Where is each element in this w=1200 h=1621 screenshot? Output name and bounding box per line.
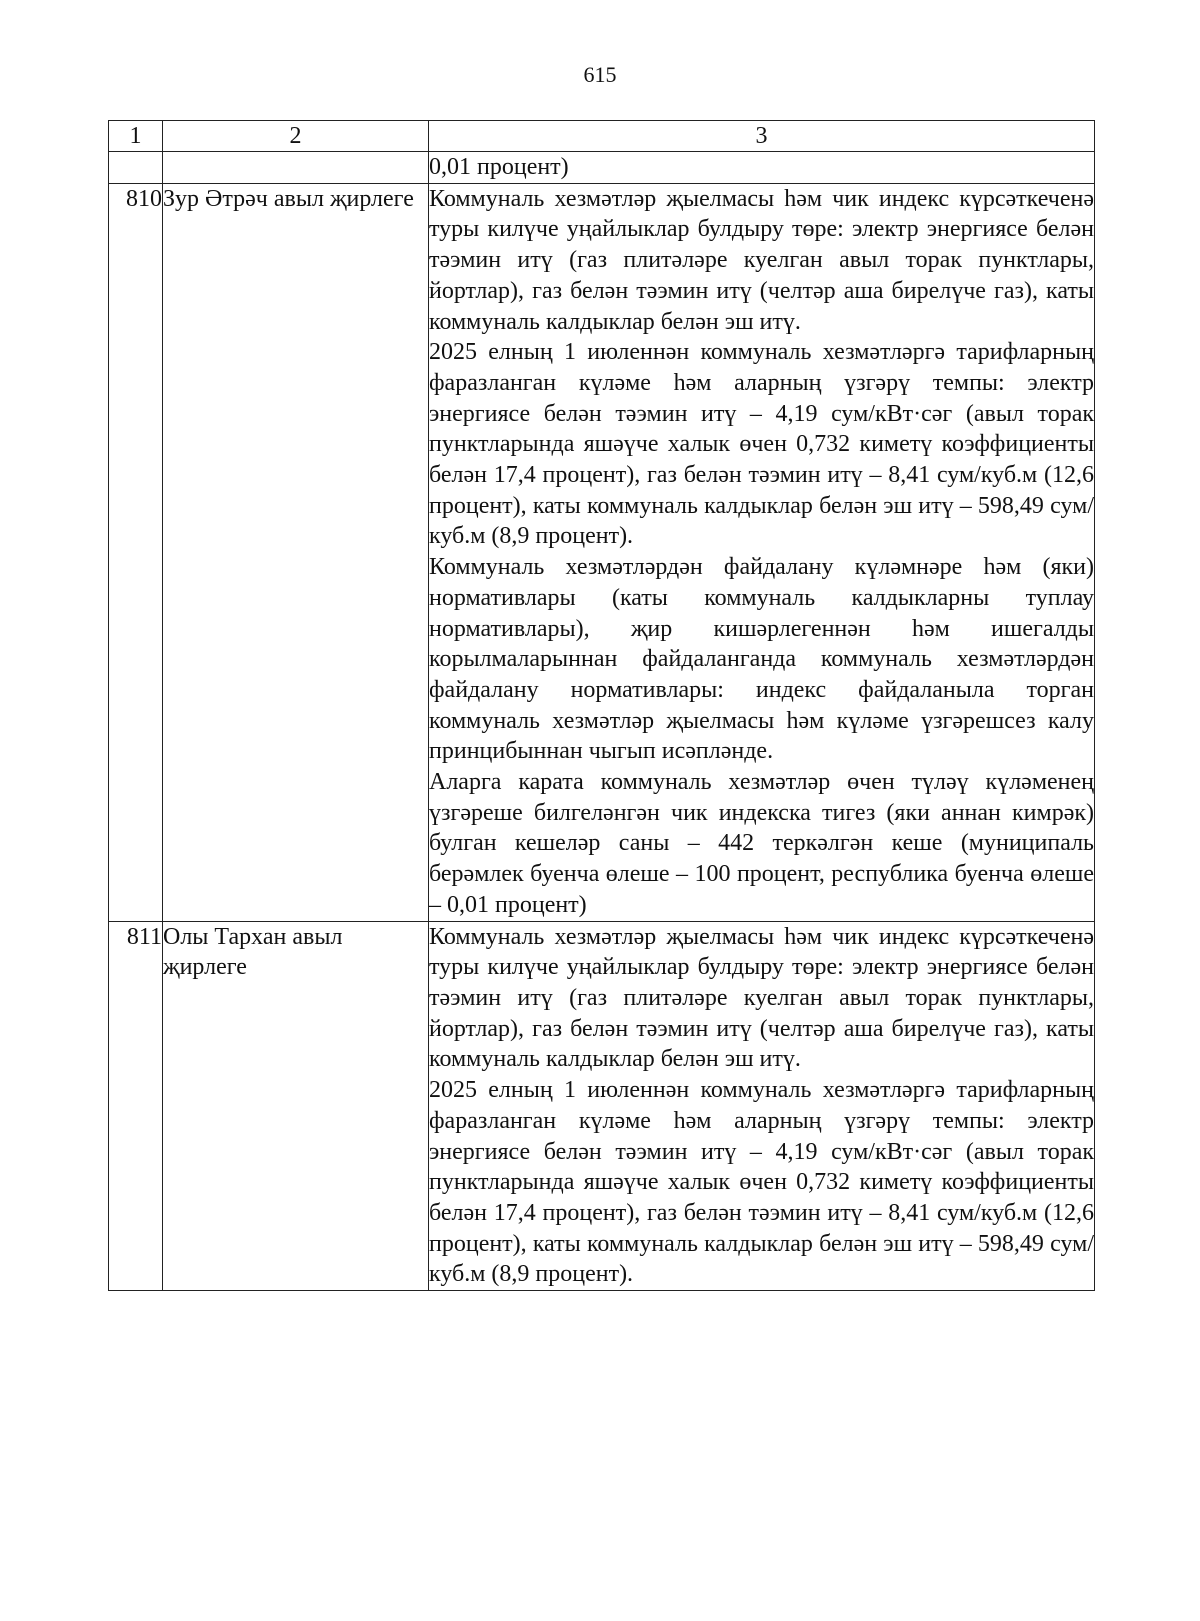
row-number [109, 152, 163, 184]
settlement-name: Зур Әтрәч авыл җирлеге [163, 183, 429, 921]
table-row [109, 921, 1095, 1290]
row-description [429, 183, 1095, 921]
column-header: 2 [163, 121, 429, 152]
row-number: 811 [109, 921, 163, 1290]
tariff-table [108, 120, 1095, 1291]
column-header: 1 [109, 121, 163, 152]
page-number: 615 [583, 62, 617, 87]
column-header: 3 [429, 121, 1095, 152]
description-paragraph: Коммуналь хезмәтләрдән файдалану күләмнәре һәм (яки) нормативлары (каты коммуналь калдыкларны туплау нормативлары), җир кишәрлегеннән һәм ишегалды корылмаларыннан файдаланганда коммуналь хезмәтләрдән файдалану нормативлары: индекс файдаланыла торган коммуналь хезмәтләр җыелмасы һәм күләме үзгәрешсез калу принцибыннан чыгып исәпләнде. [429, 554, 1094, 765]
description-paragraph: 2025 елның 1 июленнән коммуналь хезмәтләргә тарифларның фаразланган күләме һәм аларның үзгәрү темпы: электр энергиясе белән тәэмин итү – 4,19 сум/кВт·сәг (авыл торак пунктларында яшәүче халык өчен 0,732 киметү коэффициенты белән 17,4 процент), газ белән тәэмин итү – 8,41 сум/куб.м (12,6 процент), каты коммуналь калдыклар белән эш итү – 598,49 сум/куб.м (8,9 процент). [429, 339, 1094, 550]
table-row-continuation [109, 152, 1095, 184]
settlement-name: Олы Тархан авыл җирлеге [163, 921, 429, 1290]
row-description [429, 152, 1095, 184]
description-paragraph: 2025 елның 1 июленнән коммуналь хезмәтләргә тарифларның фаразланган күләме һәм аларның үзгәрү темпы: электр энергиясе белән тәэмин итү – 4,19 сум/кВт·сәг (авыл торак пунктларында яшәүче халык өчен 0,732 киметү коэффициенты белән 17,4 процент), газ белән тәэмин итү – 8,41 сум/куб.м (12,6 процент), каты коммуналь калдыклар белән эш итү – 598,49 сум/куб.м (8,9 процент). [429, 1077, 1094, 1288]
description-paragraph: Аларга карата коммуналь хезмәтләр өчен түләү күләменең үзгәреше билгеләнгән чик индекска тигез (яки аннан кимрәк) булган кешеләр саны – 442 теркәлгән кеше (муниципаль берәмлек буенча өлеше – 100 процент, республика буенча өлеше – 0,01 процент) [429, 769, 1094, 918]
table-header-row [109, 121, 1095, 152]
description-paragraph: Коммуналь хезмәтләр җыелмасы һәм чик индекс күрсәткеченә туры килүче уңайлыклар булдыру төре: электр энергиясе белән тәэмин итү (газ плитәләре куелган авыл торак пунктлары, йортлар), газ белән тәэмин итү (челтәр аша бирелүче газ), каты коммуналь калдыклар белән эш итү. [429, 923, 1094, 1073]
settlement-name [163, 152, 429, 184]
row-number: 810 [109, 183, 163, 921]
description-paragraph: 0,01 процент) [429, 154, 569, 180]
description-paragraph: Коммуналь хезмәтләр җыелмасы һәм чик индекс күрсәткеченә туры килүче уңайлыклар булдыру төре: электр энергиясе белән тәэмин итү (газ плитәләре куелган авыл торак пунктлары, йортлар), газ белән тәэмин итү (челтәр аша бирелүче газ), каты коммуналь калдыклар белән эш итү. [429, 185, 1094, 335]
table-row [109, 183, 1095, 921]
row-description [429, 921, 1095, 1290]
